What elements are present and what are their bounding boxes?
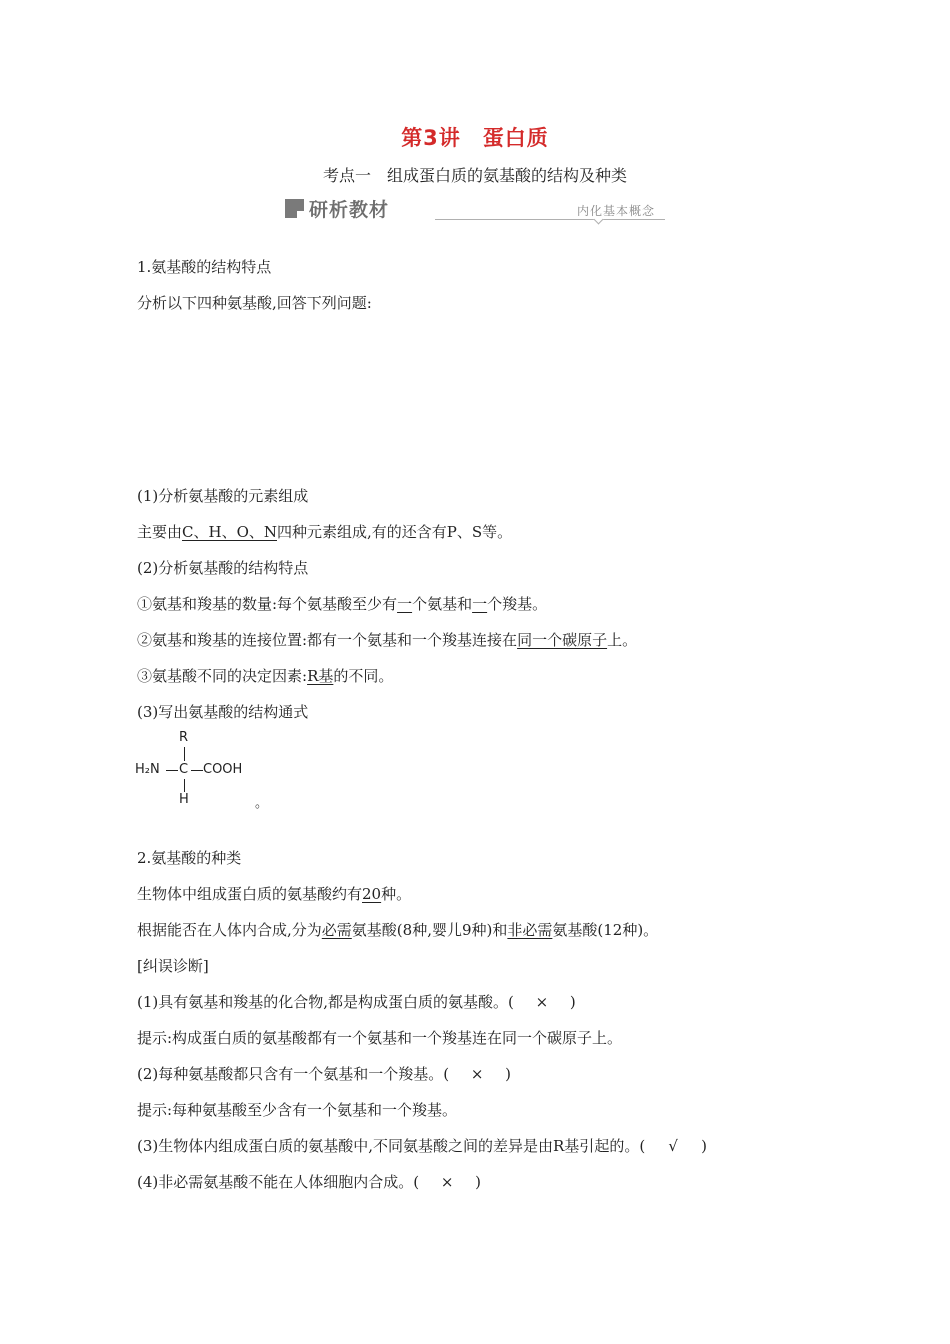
diagnosis-hint-2: 提示:每种氨基酸至少含有一个氨基和一个羧基。 — [137, 1101, 458, 1119]
section2-heading: 2.氨基酸的种类 — [137, 849, 242, 867]
q1-heading: (1)分析氨基酸的元素组成 — [137, 487, 309, 505]
amino-acid-structural-formula — [135, 730, 275, 811]
diagnosis-item-text: (1)具有氨基和羧基的化合物,都是构成蛋白质的氨基酸。( — [137, 993, 514, 1011]
s2-line2-pre: 根据能否在人体内合成,分为 — [137, 921, 322, 939]
formula-hydrogen: H — [179, 792, 189, 807]
item2-pre: ②氨基和羧基的连接位置:都有一个氨基和一个羧基连接在 — [137, 631, 518, 649]
item3-post: 的不同。 — [333, 667, 394, 685]
formula-amino-group: H₂N — [135, 762, 160, 777]
item1-answer-1: 一 — [397, 595, 413, 613]
diagnosis-item-1 — [137, 991, 576, 1012]
q3-heading: (3)写出氨基酸的结构通式 — [137, 703, 309, 721]
s2-line2-mid: 氨基酸(8种,婴儿9种)和 — [351, 921, 508, 939]
q1-answer: C、H、O、N — [182, 523, 277, 541]
diagnosis-heading: [纠误诊断] — [137, 957, 209, 975]
item3-pre: ③氨基酸不同的决定因素: — [137, 667, 308, 685]
s2-line1-post: 种。 — [381, 885, 412, 903]
q1-pre: 主要由 — [137, 523, 183, 541]
section1-heading: 1.氨基酸的结构特点 — [137, 258, 272, 276]
diagnosis-item-3 — [137, 1135, 707, 1156]
formula-bond-top — [184, 747, 185, 761]
s2-line1-answer: 20 — [362, 885, 382, 903]
formula-central-carbon: C — [179, 762, 189, 777]
diagnosis-hint-1: 提示:构成蛋白质的氨基酸都有一个氨基和一个羧基连在同一个碳原子上。 — [137, 1029, 623, 1047]
q1-line — [137, 521, 512, 542]
diagnosis-item-text: (2)每种氨基酸都只含有一个氨基和一个羧基。( — [137, 1065, 450, 1083]
banner-right-label: 内化基本概念 — [576, 204, 655, 218]
banner-label: 研析教材 — [309, 199, 390, 221]
diagnosis-close-paren: ) — [475, 1173, 481, 1191]
section2-line1 — [137, 883, 411, 904]
diagnosis-mark: × — [440, 1173, 454, 1191]
formula-carboxyl-group: COOH — [203, 762, 243, 777]
formula-bond-right — [191, 770, 203, 771]
formula-r-group: R — [179, 730, 189, 745]
item2-answer: 同一个碳原子 — [517, 631, 608, 649]
page-title: 第3讲 蛋白质 — [401, 126, 549, 150]
formula-bond-bottom — [184, 779, 185, 792]
item2-line — [137, 629, 637, 650]
banner-divider — [435, 219, 665, 220]
formula-end-mark: 。 — [255, 796, 269, 811]
diagnosis-close-paren: ) — [505, 1065, 511, 1083]
s2-line2-post: 氨基酸(12种)。 — [552, 921, 659, 939]
diagnosis-mark: √ — [668, 1137, 678, 1155]
section-banner — [285, 194, 665, 224]
q1-post: 四种元素组成,有的还含有P、S等。 — [277, 523, 513, 541]
item2-post: 上。 — [607, 631, 638, 649]
item1-post: 个羧基。 — [487, 595, 548, 613]
diagnosis-item-4 — [137, 1171, 481, 1192]
diagnosis-close-paren: ) — [569, 993, 576, 1011]
item3-answer: R基 — [307, 667, 334, 685]
diagnosis-item-2 — [137, 1063, 511, 1084]
section2-line2 — [137, 919, 658, 940]
s2-line2-answer-2: 非必需 — [507, 921, 553, 939]
diagnosis-mark: × — [535, 993, 549, 1011]
section-subtitle: 考点一 组成蛋白质的氨基酸的结构及种类 — [322, 166, 627, 185]
item1-pre: ①氨基和羧基的数量:每个氨基酸至少有 — [137, 595, 398, 613]
formula-bond-left — [166, 770, 178, 771]
diagnosis-item-text: (3)生物体内组成蛋白质的氨基酸中,不同氨基酸之间的差异是由R基引起的。( — [137, 1137, 646, 1155]
s2-line1-pre: 生物体中组成蛋白质的氨基酸约有 — [137, 885, 363, 903]
diagnosis-close-paren: ) — [701, 1137, 708, 1155]
item1-line — [137, 593, 547, 614]
q2-heading: (2)分析氨基酸的结构特点 — [137, 559, 309, 577]
item1-answer-2: 一 — [472, 595, 488, 613]
item1-mid: 个氨基和 — [412, 595, 473, 613]
diagnosis-mark: × — [470, 1065, 484, 1083]
section1-intro: 分析以下四种氨基酸,回答下列问题: — [137, 294, 372, 312]
diagnosis-item-text: (4)非必需氨基酸不能在人体细胞内合成。( — [137, 1173, 420, 1191]
banner-square-icon — [285, 199, 304, 218]
s2-line2-answer-1: 必需 — [321, 921, 352, 939]
item3-line — [137, 665, 393, 686]
